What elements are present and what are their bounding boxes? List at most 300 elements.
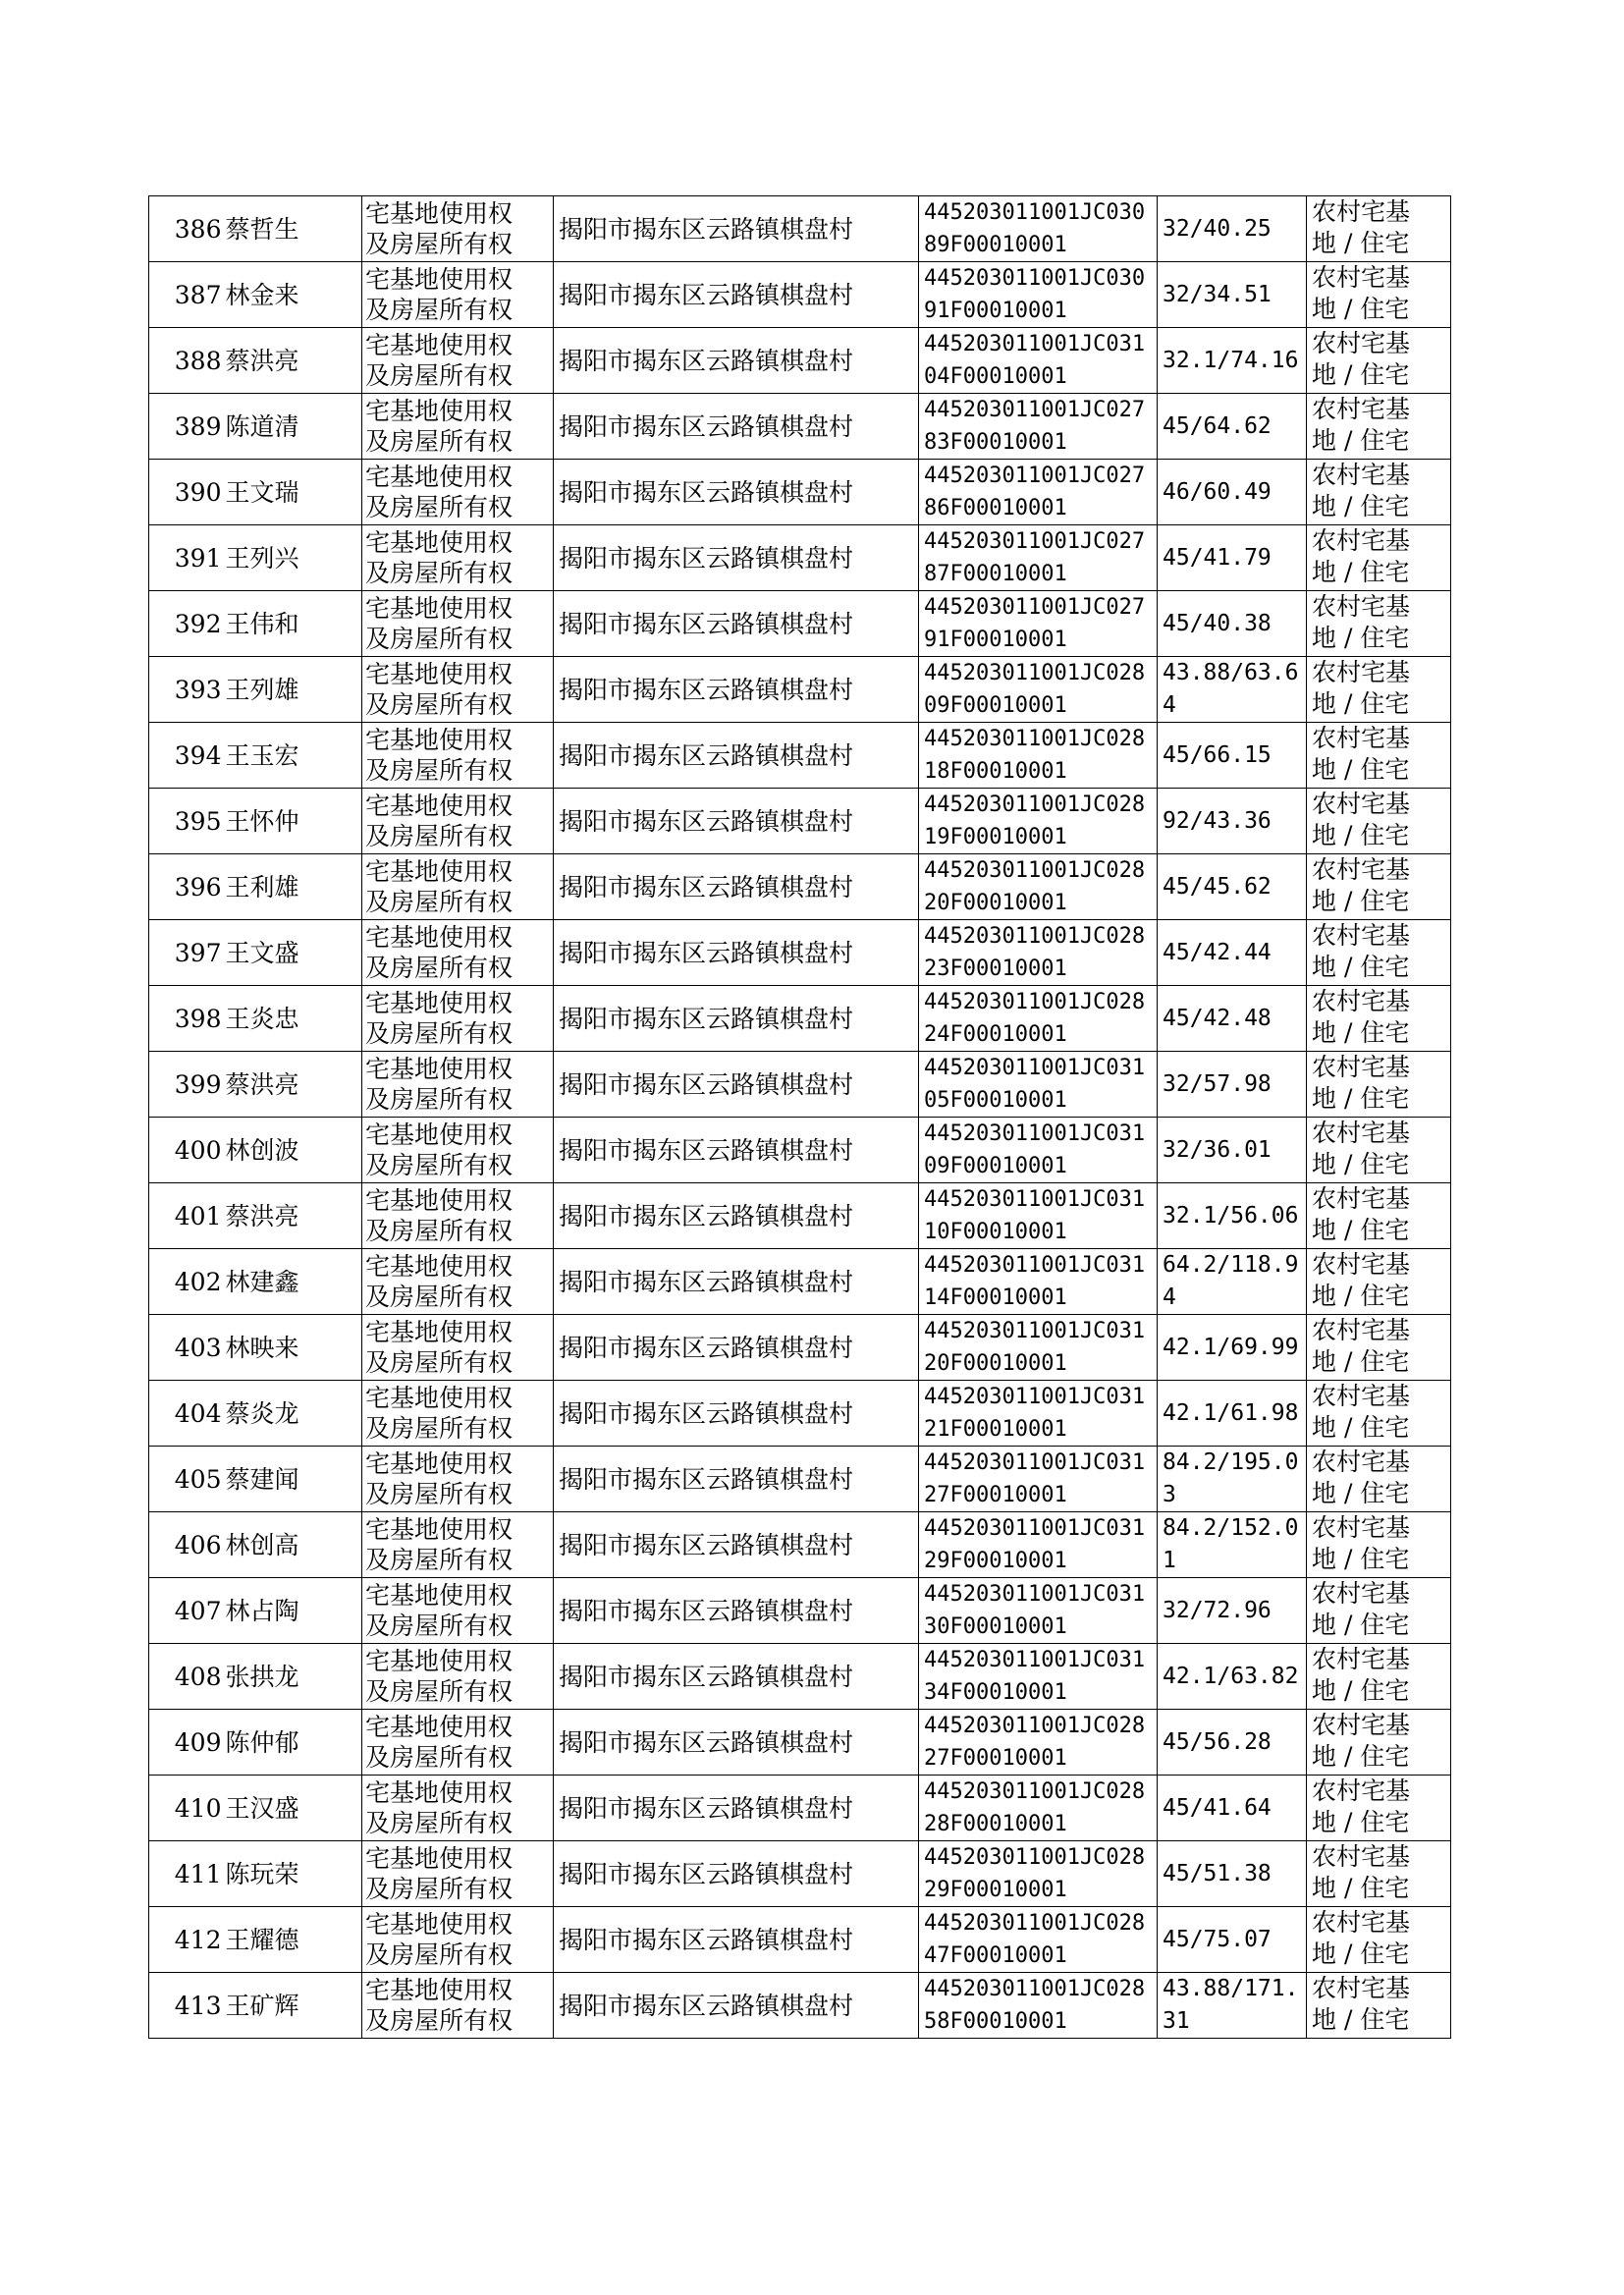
table-row xyxy=(149,460,1451,525)
land-use-line: 农村宅基 xyxy=(1312,724,1411,752)
right-type-line: 宅基地使用权 xyxy=(365,594,514,623)
owner-name-cell: 蔡哲生 xyxy=(224,196,362,262)
land-use-line: 农村宅基 xyxy=(1312,658,1411,686)
right-type-line: 宅基地使用权 xyxy=(365,1844,514,1873)
land-use-line: 地 / 住宅 xyxy=(1312,1479,1410,1507)
owner-name-cell: 王矿辉 xyxy=(224,1973,362,2039)
area-cell: 42.1/63.82 xyxy=(1158,1644,1307,1710)
owner-name-cell: 王列雄 xyxy=(224,657,362,723)
table-row xyxy=(149,1644,1451,1710)
parcel-code-cell: 445203011001JC03127F00010001 xyxy=(919,1447,1158,1512)
address-cell: 揭阳市揭东区云路镇棋盘村 xyxy=(554,920,919,986)
table-row xyxy=(149,986,1451,1052)
land-use-line: 地 / 住宅 xyxy=(1312,2005,1410,2034)
table-row xyxy=(149,1776,1451,1841)
right-type-line: 宅基地使用权 xyxy=(365,1252,514,1281)
land-use-cell xyxy=(1307,394,1451,460)
parcel-code-cell: 445203011001JC02828F00010001 xyxy=(919,1776,1158,1841)
land-use-cell xyxy=(1307,723,1451,789)
owner-name-cell: 林占陶 xyxy=(224,1578,362,1644)
land-use-line: 农村宅基 xyxy=(1312,1382,1411,1410)
owner-name-cell: 林创波 xyxy=(224,1118,362,1183)
land-use-cell xyxy=(1307,1512,1451,1578)
row-number-cell: 399 xyxy=(149,1052,224,1118)
area-cell: 45/40.38 xyxy=(1158,591,1307,657)
parcel-code-cell: 445203011001JC02820F00010001 xyxy=(919,854,1158,920)
owner-name-cell: 蔡洪亮 xyxy=(224,1183,362,1249)
right-type-line: 及房屋所有权 xyxy=(365,1414,514,1443)
right-type-cell xyxy=(362,1512,554,1578)
area-cell: 64.2/118.94 xyxy=(1158,1249,1307,1315)
land-use-cell xyxy=(1307,1447,1451,1512)
parcel-code-cell: 445203011001JC03114F00010001 xyxy=(919,1249,1158,1315)
area-cell: 32.1/74.16 xyxy=(1158,328,1307,394)
right-type-line: 宅基地使用权 xyxy=(365,1449,514,1478)
address-cell: 揭阳市揭东区云路镇棋盘村 xyxy=(554,1447,919,1512)
row-number-cell: 397 xyxy=(149,920,224,986)
table-row xyxy=(149,1841,1451,1907)
land-use-line: 农村宅基 xyxy=(1312,263,1411,292)
table-row xyxy=(149,920,1451,986)
land-use-cell xyxy=(1307,657,1451,723)
parcel-code-cell: 445203011001JC02824F00010001 xyxy=(919,986,1158,1052)
right-type-line: 宅基地使用权 xyxy=(365,989,514,1017)
land-use-line: 农村宅基 xyxy=(1312,197,1411,226)
land-use-line: 地 / 住宅 xyxy=(1312,1413,1410,1442)
table-row xyxy=(149,1973,1451,2039)
area-cell: 32/72.96 xyxy=(1158,1578,1307,1644)
owner-name-cell: 王伟和 xyxy=(224,591,362,657)
address-cell: 揭阳市揭东区云路镇棋盘村 xyxy=(554,1052,919,1118)
right-type-line: 宅基地使用权 xyxy=(365,1647,514,1675)
right-type-cell xyxy=(362,723,554,789)
parcel-code-cell: 445203011001JC02783F00010001 xyxy=(919,394,1158,460)
land-use-cell xyxy=(1307,196,1451,262)
address-cell: 揭阳市揭东区云路镇棋盘村 xyxy=(554,394,919,460)
address-cell: 揭阳市揭东区云路镇棋盘村 xyxy=(554,1644,919,1710)
right-type-cell xyxy=(362,591,554,657)
land-use-line: 地 / 住宅 xyxy=(1312,1874,1410,1902)
right-type-line: 及房屋所有权 xyxy=(365,296,514,324)
parcel-code-cell: 445203011001JC02829F00010001 xyxy=(919,1841,1158,1907)
land-use-line: 地 / 住宅 xyxy=(1312,558,1410,586)
address-cell: 揭阳市揭东区云路镇棋盘村 xyxy=(554,591,919,657)
parcel-code-cell: 445203011001JC03109F00010001 xyxy=(919,1118,1158,1183)
right-type-cell xyxy=(362,525,554,591)
right-type-line: 及房屋所有权 xyxy=(365,1151,514,1179)
area-cell: 43.88/63.64 xyxy=(1158,657,1307,723)
right-type-line: 及房屋所有权 xyxy=(365,756,514,785)
right-type-cell xyxy=(362,1644,554,1710)
row-number-cell: 390 xyxy=(149,460,224,525)
row-number-cell: 393 xyxy=(149,657,224,723)
right-type-line: 宅基地使用权 xyxy=(365,528,514,557)
area-cell: 32.1/56.06 xyxy=(1158,1183,1307,1249)
land-use-line: 地 / 住宅 xyxy=(1312,295,1410,323)
address-cell: 揭阳市揭东区云路镇棋盘村 xyxy=(554,1710,919,1776)
right-type-line: 宅基地使用权 xyxy=(365,792,514,820)
area-cell: 45/56.28 xyxy=(1158,1710,1307,1776)
land-use-line: 地 / 住宅 xyxy=(1312,1084,1410,1113)
right-type-line: 及房屋所有权 xyxy=(365,1809,514,1837)
parcel-code-cell: 445203011001JC03130F00010001 xyxy=(919,1578,1158,1644)
owner-name-cell: 王玉宏 xyxy=(224,723,362,789)
land-use-line: 地 / 住宅 xyxy=(1312,1282,1410,1310)
row-number-cell: 411 xyxy=(149,1841,224,1907)
right-type-line: 及房屋所有权 xyxy=(365,1480,514,1508)
row-number-cell: 387 xyxy=(149,262,224,328)
right-type-line: 宅基地使用权 xyxy=(365,199,514,228)
land-use-cell xyxy=(1307,328,1451,394)
right-type-cell xyxy=(362,394,554,460)
area-cell: 32/36.01 xyxy=(1158,1118,1307,1183)
area-cell: 42.1/61.98 xyxy=(1158,1381,1307,1447)
row-number-cell: 409 xyxy=(149,1710,224,1776)
land-use-line: 农村宅基 xyxy=(1312,592,1411,621)
row-number-cell: 395 xyxy=(149,789,224,854)
table-row xyxy=(149,262,1451,328)
owner-name-cell: 林创高 xyxy=(224,1512,362,1578)
land-use-line: 地 / 住宅 xyxy=(1312,1347,1410,1376)
address-cell: 揭阳市揭东区云路镇棋盘村 xyxy=(554,1512,919,1578)
right-type-cell xyxy=(362,1710,554,1776)
row-number-cell: 413 xyxy=(149,1973,224,2039)
right-type-cell xyxy=(362,1381,554,1447)
area-cell: 45/64.62 xyxy=(1158,394,1307,460)
land-use-line: 农村宅基 xyxy=(1312,1053,1411,1081)
parcel-code-cell: 445203011001JC02823F00010001 xyxy=(919,920,1158,986)
right-type-line: 宅基地使用权 xyxy=(365,1778,514,1807)
address-cell: 揭阳市揭东区云路镇棋盘村 xyxy=(554,328,919,394)
land-use-cell xyxy=(1307,1578,1451,1644)
land-use-line: 农村宅基 xyxy=(1312,1250,1411,1279)
right-type-line: 及房屋所有权 xyxy=(365,1348,514,1377)
right-type-cell xyxy=(362,1315,554,1381)
row-number-cell: 404 xyxy=(149,1381,224,1447)
land-use-line: 地 / 住宅 xyxy=(1312,1742,1410,1771)
address-cell: 揭阳市揭东区云路镇棋盘村 xyxy=(554,1249,919,1315)
land-use-cell xyxy=(1307,1183,1451,1249)
land-use-line: 地 / 住宅 xyxy=(1312,360,1410,389)
land-use-cell xyxy=(1307,525,1451,591)
owner-name-cell: 蔡洪亮 xyxy=(224,1052,362,1118)
area-cell: 43.88/171.31 xyxy=(1158,1973,1307,2039)
right-type-cell xyxy=(362,196,554,262)
parcel-code-cell: 445203011001JC02809F00010001 xyxy=(919,657,1158,723)
address-cell: 揭阳市揭东区云路镇棋盘村 xyxy=(554,854,919,920)
table-row xyxy=(149,1315,1451,1381)
owner-name-cell: 陈仲郁 xyxy=(224,1710,362,1776)
right-type-line: 及房屋所有权 xyxy=(365,1875,514,1903)
right-type-cell xyxy=(362,1447,554,1512)
table-row xyxy=(149,328,1451,394)
owner-name-cell: 林映来 xyxy=(224,1315,362,1381)
land-use-cell xyxy=(1307,591,1451,657)
right-type-line: 及房屋所有权 xyxy=(365,1019,514,1048)
address-cell: 揭阳市揭东区云路镇棋盘村 xyxy=(554,1381,919,1447)
land-use-cell xyxy=(1307,1052,1451,1118)
table-row xyxy=(149,1118,1451,1183)
table-row xyxy=(149,1052,1451,1118)
row-number-cell: 389 xyxy=(149,394,224,460)
address-cell: 揭阳市揭东区云路镇棋盘村 xyxy=(554,525,919,591)
table-row xyxy=(149,1710,1451,1776)
parcel-code-cell: 445203011001JC03120F00010001 xyxy=(919,1315,1158,1381)
address-cell: 揭阳市揭东区云路镇棋盘村 xyxy=(554,1841,919,1907)
parcel-code-cell: 445203011001JC02818F00010001 xyxy=(919,723,1158,789)
right-type-cell xyxy=(362,920,554,986)
table-row xyxy=(149,591,1451,657)
owner-name-cell: 蔡建闻 xyxy=(224,1447,362,1512)
right-type-line: 宅基地使用权 xyxy=(365,397,514,425)
address-cell: 揭阳市揭东区云路镇棋盘村 xyxy=(554,1315,919,1381)
area-cell: 45/41.64 xyxy=(1158,1776,1307,1841)
right-type-cell xyxy=(362,1776,554,1841)
row-number-cell: 394 xyxy=(149,723,224,789)
land-use-line: 地 / 住宅 xyxy=(1312,1611,1410,1639)
table-row xyxy=(149,1381,1451,1447)
right-type-line: 宅基地使用权 xyxy=(365,1910,514,1939)
area-cell: 32/40.25 xyxy=(1158,196,1307,262)
right-type-line: 宅基地使用权 xyxy=(365,1055,514,1083)
land-use-line: 农村宅基 xyxy=(1312,1842,1411,1871)
table-row xyxy=(149,1578,1451,1644)
table-row xyxy=(149,1249,1451,1315)
area-cell: 45/42.48 xyxy=(1158,986,1307,1052)
row-number-cell: 396 xyxy=(149,854,224,920)
right-type-line: 及房屋所有权 xyxy=(365,2006,514,2035)
land-use-line: 农村宅基 xyxy=(1312,1448,1411,1476)
right-type-line: 及房屋所有权 xyxy=(365,954,514,982)
right-type-line: 宅基地使用权 xyxy=(365,1976,514,2004)
parcel-code-cell: 445203011001JC03121F00010001 xyxy=(919,1381,1158,1447)
right-type-line: 及房屋所有权 xyxy=(365,1217,514,1245)
parcel-code-cell: 445203011001JC02787F00010001 xyxy=(919,525,1158,591)
right-type-line: 宅基地使用权 xyxy=(365,1713,514,1741)
land-use-line: 地 / 住宅 xyxy=(1312,887,1410,915)
parcel-code-cell: 445203011001JC03129F00010001 xyxy=(919,1512,1158,1578)
land-use-line: 地 / 住宅 xyxy=(1312,1216,1410,1244)
right-type-cell xyxy=(362,854,554,920)
area-cell: 32/57.98 xyxy=(1158,1052,1307,1118)
land-use-cell xyxy=(1307,1973,1451,2039)
right-type-line: 宅基地使用权 xyxy=(365,1384,514,1412)
right-type-line: 及房屋所有权 xyxy=(365,1085,514,1114)
land-use-line: 地 / 住宅 xyxy=(1312,1940,1410,1968)
land-use-cell xyxy=(1307,789,1451,854)
right-type-cell xyxy=(362,1052,554,1118)
right-type-line: 及房屋所有权 xyxy=(365,690,514,719)
parcel-code-cell: 445203011001JC02819F00010001 xyxy=(919,789,1158,854)
registry-table xyxy=(148,195,1451,2039)
land-use-line: 地 / 住宅 xyxy=(1312,1018,1410,1047)
row-number-cell: 408 xyxy=(149,1644,224,1710)
area-cell: 45/75.07 xyxy=(1158,1907,1307,1973)
table-row xyxy=(149,723,1451,789)
right-type-line: 宅基地使用权 xyxy=(365,265,514,294)
right-type-line: 宅基地使用权 xyxy=(365,660,514,688)
row-number-cell: 392 xyxy=(149,591,224,657)
owner-name-cell: 王怀仲 xyxy=(224,789,362,854)
land-use-line: 农村宅基 xyxy=(1312,1711,1411,1739)
parcel-code-cell: 445203011001JC02858F00010001 xyxy=(919,1973,1158,2039)
right-type-line: 宅基地使用权 xyxy=(365,331,514,359)
address-cell: 揭阳市揭东区云路镇棋盘村 xyxy=(554,1183,919,1249)
land-use-line: 地 / 住宅 xyxy=(1312,492,1410,520)
right-type-cell xyxy=(362,1118,554,1183)
right-type-line: 宅基地使用权 xyxy=(365,726,514,754)
area-cell: 84.2/152.01 xyxy=(1158,1512,1307,1578)
right-type-cell xyxy=(362,657,554,723)
right-type-cell xyxy=(362,1183,554,1249)
land-use-line: 地 / 住宅 xyxy=(1312,1808,1410,1836)
land-use-line: 农村宅基 xyxy=(1312,461,1411,489)
area-cell: 42.1/69.99 xyxy=(1158,1315,1307,1381)
parcel-code-cell: 445203011001JC02786F00010001 xyxy=(919,460,1158,525)
table-row xyxy=(149,789,1451,854)
right-type-line: 及房屋所有权 xyxy=(365,559,514,587)
land-use-line: 地 / 住宅 xyxy=(1312,821,1410,849)
land-use-line: 农村宅基 xyxy=(1312,329,1411,357)
land-use-line: 农村宅基 xyxy=(1312,1579,1411,1608)
table-row xyxy=(149,525,1451,591)
land-use-line: 地 / 住宅 xyxy=(1312,1676,1410,1705)
right-type-line: 及房屋所有权 xyxy=(365,361,514,390)
parcel-code-cell: 445203011001JC02847F00010001 xyxy=(919,1907,1158,1973)
right-type-line: 及房屋所有权 xyxy=(365,230,514,258)
table-row xyxy=(149,1907,1451,1973)
land-use-line: 地 / 住宅 xyxy=(1312,755,1410,784)
owner-name-cell: 蔡炎龙 xyxy=(224,1381,362,1447)
address-cell: 揭阳市揭东区云路镇棋盘村 xyxy=(554,1973,919,2039)
owner-name-cell: 陈道清 xyxy=(224,394,362,460)
land-use-line: 地 / 住宅 xyxy=(1312,229,1410,257)
address-cell: 揭阳市揭东区云路镇棋盘村 xyxy=(554,1907,919,1973)
right-type-cell xyxy=(362,460,554,525)
owner-name-cell: 王耀德 xyxy=(224,1907,362,1973)
area-cell: 45/42.44 xyxy=(1158,920,1307,986)
right-type-line: 宅基地使用权 xyxy=(365,1318,514,1346)
row-number-cell: 398 xyxy=(149,986,224,1052)
right-type-line: 宅基地使用权 xyxy=(365,1186,514,1215)
area-cell: 46/60.49 xyxy=(1158,460,1307,525)
row-number-cell: 407 xyxy=(149,1578,224,1644)
parcel-code-cell: 445203011001JC03110F00010001 xyxy=(919,1183,1158,1249)
land-use-cell xyxy=(1307,1118,1451,1183)
address-cell: 揭阳市揭东区云路镇棋盘村 xyxy=(554,789,919,854)
right-type-line: 宅基地使用权 xyxy=(365,923,514,952)
owner-name-cell: 张拱龙 xyxy=(224,1644,362,1710)
land-use-cell xyxy=(1307,1841,1451,1907)
address-cell: 揭阳市揭东区云路镇棋盘村 xyxy=(554,262,919,328)
parcel-code-cell: 445203011001JC03104F00010001 xyxy=(919,328,1158,394)
right-type-line: 宅基地使用权 xyxy=(365,463,514,491)
right-type-cell xyxy=(362,1907,554,1973)
table-row xyxy=(149,394,1451,460)
address-cell: 揭阳市揭东区云路镇棋盘村 xyxy=(554,460,919,525)
parcel-code-cell: 445203011001JC03091F00010001 xyxy=(919,262,1158,328)
right-type-line: 及房屋所有权 xyxy=(365,625,514,653)
owner-name-cell: 王利雄 xyxy=(224,854,362,920)
land-use-cell xyxy=(1307,460,1451,525)
land-use-cell xyxy=(1307,1776,1451,1841)
land-use-line: 农村宅基 xyxy=(1312,1974,1411,2002)
land-use-line: 农村宅基 xyxy=(1312,1776,1411,1805)
land-use-line: 农村宅基 xyxy=(1312,1184,1411,1213)
right-type-cell xyxy=(362,328,554,394)
right-type-line: 及房屋所有权 xyxy=(365,1283,514,1311)
owner-name-cell: 王文瑞 xyxy=(224,460,362,525)
table-row xyxy=(149,854,1451,920)
land-use-line: 农村宅基 xyxy=(1312,1316,1411,1344)
right-type-cell xyxy=(362,1249,554,1315)
address-cell: 揭阳市揭东区云路镇棋盘村 xyxy=(554,1118,919,1183)
row-number-cell: 400 xyxy=(149,1118,224,1183)
right-type-cell xyxy=(362,1841,554,1907)
land-use-line: 农村宅基 xyxy=(1312,790,1411,818)
land-use-cell xyxy=(1307,986,1451,1052)
land-use-line: 地 / 住宅 xyxy=(1312,1545,1410,1573)
table-row xyxy=(149,196,1451,262)
right-type-line: 宅基地使用权 xyxy=(365,1581,514,1610)
owner-name-cell: 林建鑫 xyxy=(224,1249,362,1315)
land-use-line: 农村宅基 xyxy=(1312,1908,1411,1937)
right-type-line: 宅基地使用权 xyxy=(365,1515,514,1544)
row-number-cell: 405 xyxy=(149,1447,224,1512)
right-type-line: 及房屋所有权 xyxy=(365,888,514,916)
right-type-line: 及房屋所有权 xyxy=(365,1546,514,1574)
owner-name-cell: 王炎忠 xyxy=(224,986,362,1052)
owner-name-cell: 王汉盛 xyxy=(224,1776,362,1841)
land-use-cell xyxy=(1307,1644,1451,1710)
owner-name-cell: 蔡洪亮 xyxy=(224,328,362,394)
right-type-line: 及房屋所有权 xyxy=(365,493,514,521)
area-cell: 45/51.38 xyxy=(1158,1841,1307,1907)
area-cell: 84.2/195.03 xyxy=(1158,1447,1307,1512)
area-cell: 45/45.62 xyxy=(1158,854,1307,920)
right-type-line: 宅基地使用权 xyxy=(365,1120,514,1149)
parcel-code-cell: 445203011001JC03089F00010001 xyxy=(919,196,1158,262)
area-cell: 92/43.36 xyxy=(1158,789,1307,854)
row-number-cell: 388 xyxy=(149,328,224,394)
land-use-line: 农村宅基 xyxy=(1312,1645,1411,1673)
right-type-line: 及房屋所有权 xyxy=(365,427,514,456)
land-use-line: 农村宅基 xyxy=(1312,526,1411,555)
land-use-line: 地 / 住宅 xyxy=(1312,624,1410,652)
owner-name-cell: 林金来 xyxy=(224,262,362,328)
parcel-code-cell: 445203011001JC02791F00010001 xyxy=(919,591,1158,657)
right-type-cell xyxy=(362,986,554,1052)
address-cell: 揭阳市揭东区云路镇棋盘村 xyxy=(554,1776,919,1841)
land-use-line: 农村宅基 xyxy=(1312,987,1411,1015)
parcel-code-cell: 445203011001JC03134F00010001 xyxy=(919,1644,1158,1710)
land-use-line: 农村宅基 xyxy=(1312,395,1411,423)
row-number-cell: 402 xyxy=(149,1249,224,1315)
area-cell: 45/66.15 xyxy=(1158,723,1307,789)
right-type-cell xyxy=(362,1973,554,2039)
land-use-line: 农村宅基 xyxy=(1312,921,1411,950)
land-use-cell xyxy=(1307,262,1451,328)
parcel-code-cell: 445203011001JC02827F00010001 xyxy=(919,1710,1158,1776)
row-number-cell: 403 xyxy=(149,1315,224,1381)
document-page xyxy=(148,195,1450,2039)
area-cell: 32/34.51 xyxy=(1158,262,1307,328)
land-use-cell xyxy=(1307,1315,1451,1381)
owner-name-cell: 陈玩荣 xyxy=(224,1841,362,1907)
land-use-line: 农村宅基 xyxy=(1312,1513,1411,1542)
land-use-cell xyxy=(1307,1710,1451,1776)
land-use-line: 地 / 住宅 xyxy=(1312,689,1410,718)
